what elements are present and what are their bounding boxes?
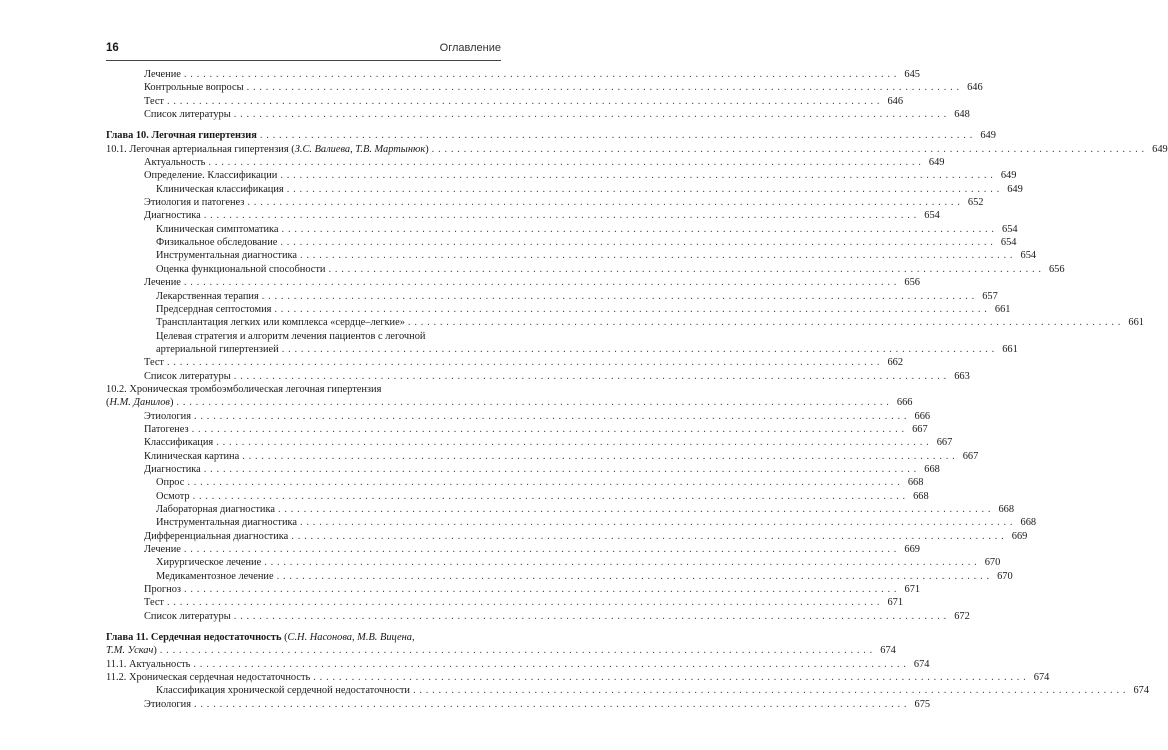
toc-entry-text: Этиология xyxy=(144,698,192,710)
toc-entry-title xyxy=(156,476,184,489)
toc-entry-page: 654 xyxy=(1020,250,1037,262)
dot-leader xyxy=(194,698,907,711)
toc-entry-text: Контрольные вопросы xyxy=(144,82,244,94)
toc-entry xyxy=(106,169,1017,182)
toc-entry-page: 668 xyxy=(1020,517,1037,529)
toc-entry xyxy=(106,698,931,711)
toc-entry-page: 667 xyxy=(962,450,979,462)
dot-leader xyxy=(234,370,947,383)
toc-entry-title xyxy=(106,631,415,644)
toc-entry-text: Этиология и патогенез xyxy=(144,197,245,209)
toc-entry-title xyxy=(144,156,205,169)
toc-entry-text: Этиология xyxy=(144,410,192,422)
toc-entry xyxy=(106,476,924,489)
toc-entry-text: Классификация хронической сердечной недостаточности xyxy=(156,685,410,697)
page-header xyxy=(106,40,501,61)
toc-entry-page: 669 xyxy=(904,544,920,556)
toc-entry-text: Лабораторная диагностика xyxy=(156,504,275,515)
dot-leader xyxy=(432,143,1145,156)
toc-entry-page: 649 xyxy=(1000,170,1017,182)
toc-entry-page: 668 xyxy=(913,490,929,502)
toc-entry xyxy=(106,356,904,369)
toc-entry-text: Инструментальная диагностика xyxy=(156,250,298,262)
toc-entry xyxy=(106,423,928,436)
toc-entry-text: Лечение xyxy=(144,277,181,289)
toc-entry-title xyxy=(144,209,201,222)
toc-entry-authors: Т.М. Ускач xyxy=(106,645,154,657)
toc-entry-text: Физикальное обследование xyxy=(156,237,278,249)
toc-entry-text: Список литературы xyxy=(144,610,231,622)
toc-entry-text: Клиническая картина xyxy=(144,450,240,462)
toc-entry xyxy=(106,316,1144,329)
toc-entry xyxy=(106,583,921,596)
toc-entry-text: Предсердная септостомия xyxy=(156,303,272,315)
toc-entry-page: 675 xyxy=(914,698,931,710)
dot-leader xyxy=(260,129,973,142)
toc-entry-title xyxy=(144,81,244,94)
toc-entry-title xyxy=(106,129,257,142)
toc-entry xyxy=(106,143,1168,156)
dot-leader xyxy=(176,396,889,409)
toc-entry xyxy=(106,610,970,623)
toc-entry-title xyxy=(156,316,405,329)
toc-entry-text: артериальной гипертензией xyxy=(156,343,279,355)
toc-entry-title xyxy=(156,330,425,343)
toc-entry xyxy=(106,129,996,142)
toc-entry-title xyxy=(144,276,181,289)
toc-entry-title xyxy=(106,658,190,671)
toc-entry-title xyxy=(144,423,189,436)
toc-entry-page: 661 xyxy=(1128,317,1144,329)
toc-entry-text: Определение. Классификации xyxy=(144,170,278,182)
toc-entry-page: 674 xyxy=(913,658,930,670)
toc-entry xyxy=(106,543,920,556)
toc-entry-title xyxy=(144,95,164,108)
toc-entry xyxy=(106,396,913,409)
toc-entry xyxy=(106,236,1017,249)
toc-entry xyxy=(106,290,998,303)
toc-entry-text: Хирургическое лечение xyxy=(156,557,262,569)
toc-entry-text: Лечение xyxy=(144,69,181,80)
toc-entry-title xyxy=(156,223,279,236)
dot-leader xyxy=(291,530,1004,543)
toc-entry-text: 10.2. Хроническая тромбоэмболическая легочная гипертензия xyxy=(106,383,382,395)
toc-entry-title xyxy=(106,644,157,657)
toc-entry-text: Тест xyxy=(144,95,164,107)
toc-entry-text: Глава 10. Легочная гипертензия xyxy=(106,130,257,142)
toc-entry-page: 663 xyxy=(954,370,970,382)
toc-entry-page: 645 xyxy=(904,69,920,80)
toc-entry-page: 674 xyxy=(1133,685,1150,697)
toc-entry-title xyxy=(144,108,231,121)
toc-entry-page: 667 xyxy=(936,437,953,449)
dot-leader xyxy=(264,556,977,569)
toc-entry-title xyxy=(156,236,277,249)
toc-entry-title xyxy=(156,183,284,196)
toc-entry-title xyxy=(144,450,239,463)
toc-entry-text: Список литературы xyxy=(144,370,231,382)
toc-entry-title xyxy=(144,68,181,81)
toc-entry-title xyxy=(144,463,201,476)
toc-entry xyxy=(106,209,940,222)
toc-entry-title xyxy=(144,169,277,182)
toc-entry-text-after: ) xyxy=(153,645,157,657)
toc-entry-title xyxy=(144,610,231,623)
toc-entry-title xyxy=(144,356,164,369)
toc-entry-title xyxy=(106,671,310,684)
dot-leader xyxy=(280,236,993,249)
toc-entry-text: Клиническая классификация xyxy=(156,183,284,195)
toc-entry-title xyxy=(106,396,173,409)
dot-leader xyxy=(194,410,907,423)
toc-entry-text: Лекарственная терапия xyxy=(156,290,259,302)
dot-leader xyxy=(282,343,995,356)
toc-entry-title xyxy=(144,543,181,556)
dot-leader xyxy=(193,658,906,671)
dot-leader xyxy=(204,209,917,222)
dot-leader xyxy=(282,223,995,236)
toc-entry-page: 662 xyxy=(887,357,904,369)
toc-entry-title xyxy=(156,556,261,569)
toc-entry-text: Лечение xyxy=(144,544,181,556)
toc-entry-text: Диагностика xyxy=(144,463,201,475)
running-title: Оглавление xyxy=(439,42,501,54)
dot-leader xyxy=(242,450,955,463)
toc-entry xyxy=(106,276,920,289)
toc-entry-title xyxy=(156,516,297,529)
toc-entry-text: Диагностика xyxy=(144,210,201,222)
toc-entry-text: Тест xyxy=(144,357,164,369)
toc-entry xyxy=(106,450,979,463)
toc-entry-page: 654 xyxy=(1002,223,1018,235)
toc-entry-page: 672 xyxy=(954,610,970,622)
toc-entry xyxy=(106,503,1015,516)
dot-leader xyxy=(184,276,897,289)
dot-leader xyxy=(277,570,990,583)
toc-entry xyxy=(106,249,1037,262)
toc-entry-page: 649 xyxy=(1152,143,1168,155)
toc-entry-text: Список литературы xyxy=(144,109,231,121)
toc-entry-title xyxy=(106,143,429,156)
toc-entry-title xyxy=(144,410,191,423)
toc-entry xyxy=(106,410,931,423)
dot-leader xyxy=(160,644,873,657)
toc-entry xyxy=(106,383,501,396)
dot-leader xyxy=(184,543,897,556)
toc-entry-text-after: ) xyxy=(425,143,429,155)
toc-entry xyxy=(106,183,1023,196)
toc-entry xyxy=(106,223,1018,236)
dot-leader xyxy=(247,196,960,209)
toc-entry-text: 11.2. Хроническая сердечная недостаточность xyxy=(106,672,311,684)
toc-entry-text: Инструментальная диагностика xyxy=(156,517,298,529)
toc-entry xyxy=(106,303,1011,316)
toc-entry xyxy=(106,263,1065,276)
dot-leader xyxy=(167,596,880,609)
toc-entry-page: 670 xyxy=(997,570,1013,582)
toc-entry-title xyxy=(144,196,244,209)
table-of-contents xyxy=(106,68,1168,711)
toc-entry xyxy=(106,330,501,343)
toc-entry-page: 649 xyxy=(980,130,996,142)
toc-entry-page: 661 xyxy=(1002,343,1018,355)
dot-leader xyxy=(328,263,1041,276)
dot-leader xyxy=(300,249,1013,262)
toc-entry-title xyxy=(156,290,259,303)
toc-entry-title xyxy=(156,490,190,503)
toc-entry-page: 646 xyxy=(887,95,904,107)
toc-entry-text: Классификация xyxy=(144,437,214,449)
toc-entry-title xyxy=(144,583,181,596)
dot-leader xyxy=(184,68,897,81)
dot-leader xyxy=(313,671,1026,684)
dot-leader xyxy=(216,436,929,449)
toc-entry-text: Опрос xyxy=(156,477,185,489)
toc-entry-text: ( xyxy=(106,397,110,409)
toc-entry-page: 666 xyxy=(896,397,913,409)
toc-entry-text: 11.1. Актуальность xyxy=(106,658,191,670)
toc-entry-text-after: ) xyxy=(169,397,174,409)
toc-entry xyxy=(106,516,1037,529)
toc-entry-title xyxy=(156,303,271,316)
toc-entry-text: Патогенез xyxy=(144,423,189,435)
toc-entry-title xyxy=(156,684,410,697)
dot-leader xyxy=(193,490,906,503)
dot-leader xyxy=(274,303,987,316)
dot-leader xyxy=(234,610,947,623)
toc-entry-page: 652 xyxy=(967,197,984,209)
toc-entry-page: 654 xyxy=(924,210,940,222)
toc-entry-title xyxy=(156,249,297,262)
dot-leader xyxy=(300,516,1013,529)
toc-entry-title xyxy=(156,343,279,356)
dot-leader xyxy=(208,156,921,169)
dot-leader xyxy=(408,316,1121,329)
toc-entry xyxy=(106,156,945,169)
toc-entry-authors: С.Н. Насонова, М.В. Вицена, xyxy=(287,632,415,644)
toc-entry xyxy=(106,684,1150,697)
toc-entry xyxy=(106,436,953,449)
dot-leader xyxy=(234,108,947,121)
toc-entry-title xyxy=(156,263,325,276)
dot-leader xyxy=(204,463,917,476)
dot-leader xyxy=(280,169,993,182)
toc-entry-authors: З.С. Валиева, Т.В. Мартынюк xyxy=(294,143,426,155)
toc-entry xyxy=(106,68,920,81)
toc-entry xyxy=(106,631,501,644)
toc-entry-text: Медикаментозное лечение xyxy=(156,570,274,582)
toc-entry-title xyxy=(106,383,381,396)
toc-entry xyxy=(106,343,1018,356)
toc-entry xyxy=(106,644,896,657)
dot-leader xyxy=(167,356,880,369)
toc-entry xyxy=(106,570,1013,583)
toc-entry-title xyxy=(144,370,231,383)
toc-entry-text: Дифференциальная диагностика xyxy=(144,530,289,542)
toc-entry-title xyxy=(144,698,191,711)
toc-entry-text: Целевая стратегия и алгоритм лечения пациентов с легочной xyxy=(156,330,426,342)
toc-entry xyxy=(106,490,929,503)
toc-entry-page: 668 xyxy=(998,504,1015,515)
toc-entry-page: 661 xyxy=(994,303,1011,315)
toc-entry xyxy=(106,370,970,383)
toc-entry-page: 671 xyxy=(904,584,921,596)
toc-entry-page: 674 xyxy=(880,645,896,657)
toc-entry-page: 668 xyxy=(924,463,940,475)
toc-entry xyxy=(106,530,1028,543)
toc-entry xyxy=(106,81,983,94)
dot-leader xyxy=(192,423,905,436)
toc-entry xyxy=(106,596,904,609)
toc-entry-text: Трансплантация легких или комплекса «сердце–легкие» xyxy=(156,317,405,329)
toc-entry-page: 654 xyxy=(1000,237,1017,249)
dot-leader xyxy=(413,684,1126,697)
toc-entry-page: 674 xyxy=(1033,672,1050,684)
dot-leader xyxy=(287,183,1000,196)
toc-entry-text: 10.1. Легочная артериальная гипертензия ( xyxy=(106,143,295,155)
toc-entry-page: 646 xyxy=(967,82,983,94)
dot-leader xyxy=(184,583,897,596)
toc-entry-text: Прогноз xyxy=(144,584,182,596)
toc-entry-page: 649 xyxy=(928,157,945,169)
toc-entry xyxy=(106,671,1050,684)
toc-entry xyxy=(106,463,940,476)
page-number: 16 xyxy=(106,42,119,54)
toc-entry-page: 649 xyxy=(1007,183,1023,195)
dot-leader xyxy=(187,476,900,489)
toc-entry-title xyxy=(144,530,288,543)
toc-entry xyxy=(106,108,970,121)
toc-entry-title xyxy=(144,436,213,449)
toc-entry-page: 657 xyxy=(982,290,998,302)
toc-entry-page: 667 xyxy=(912,423,928,435)
toc-entry-text: Клиническая симптоматика xyxy=(156,223,279,235)
dot-leader xyxy=(262,290,975,303)
toc-entry-text: Осмотр xyxy=(156,490,190,502)
dot-leader xyxy=(247,81,960,94)
toc-entry xyxy=(106,196,984,209)
dot-leader xyxy=(167,95,880,108)
toc-entry-page: 648 xyxy=(954,109,970,121)
toc-entry-page: 670 xyxy=(984,557,1001,569)
toc-entry xyxy=(106,95,904,108)
dot-leader xyxy=(278,503,991,516)
toc-entry-page: 668 xyxy=(907,477,924,489)
toc-entry xyxy=(106,658,930,671)
toc-entry-title xyxy=(156,570,274,583)
toc-entry xyxy=(106,556,1001,569)
toc-entry-page: 669 xyxy=(1011,530,1028,542)
toc-entry-text: Глава 11. Сердечная недостаточность xyxy=(106,632,282,644)
toc-entry-text-tail: ( xyxy=(281,632,288,644)
toc-entry-page: 656 xyxy=(904,277,920,289)
toc-entry-text: Актуальность xyxy=(144,157,206,169)
toc-entry-text: Оценка функциональной способности xyxy=(156,263,326,275)
toc-entry-page: 656 xyxy=(1048,263,1065,275)
toc-entry-page: 671 xyxy=(887,597,904,609)
toc-entry-title xyxy=(156,503,275,516)
toc-entry-authors: Н.М. Данилов xyxy=(109,397,170,409)
toc-entry-text: Тест xyxy=(144,597,164,609)
toc-entry-page: 666 xyxy=(914,410,931,422)
toc-entry-title xyxy=(144,596,164,609)
